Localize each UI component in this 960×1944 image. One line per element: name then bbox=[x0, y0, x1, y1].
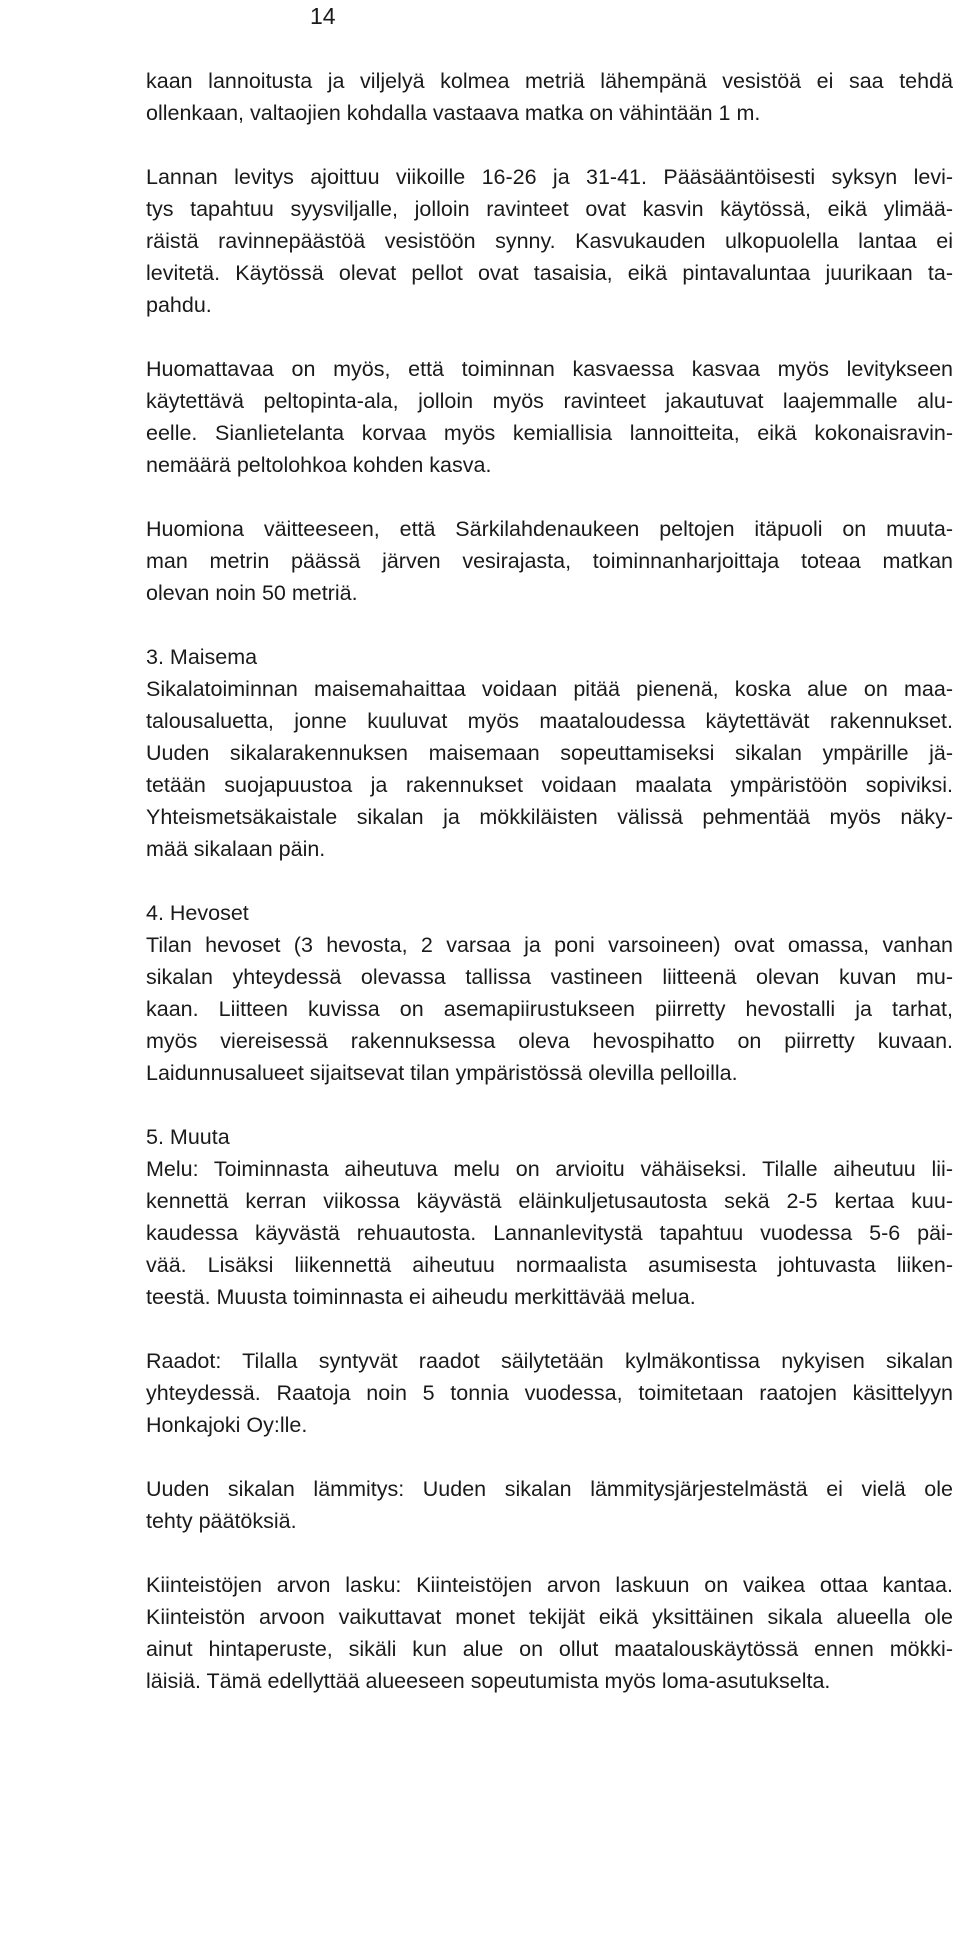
paragraph bbox=[146, 353, 953, 481]
text-line: Lannan levitys ajoittuu viikoille 16-26 ja 31-41. Pääsääntöisesti syksyn levi- bbox=[146, 165, 953, 189]
text-line: Raadot: Tilalla syntyvät raadot säilytetään kylmäkontissa nykyisen sikalan bbox=[146, 1349, 953, 1373]
text-line: Sikalatoiminnan maisemahaittaa voidaan pitää pienenä, koska alue on maa- bbox=[146, 677, 953, 701]
text-line: Uuden sikalarakennuksen maisemaan sopeuttamiseksi sikalan ympärille jä- bbox=[146, 741, 953, 765]
section-heading: 5. Muuta bbox=[146, 1125, 230, 1149]
text-line: tys tapahtuu syysviljalle, jolloin ravinteet ovat kasvin käytössä, eikä ylimää- bbox=[146, 197, 953, 221]
section-paragraph bbox=[146, 1569, 953, 1697]
section-paragraph bbox=[146, 1473, 953, 1537]
text-line: Huomiona väitteeseen, että Särkilahdenaukeen peltojen itäpuoli on muuta- bbox=[146, 517, 953, 541]
text-line: tetään suojapuustoa ja rakennukset voidaan maalata ympäristöön sopiviksi. bbox=[146, 773, 953, 797]
text-line: räistä ravinnepäästöä vesistöön synny. Kasvukauden ulkopuolella lantaa ei bbox=[146, 229, 953, 253]
text-line: vää. Lisäksi liikennettä aiheutuu normaalista asumisesta johtuvasta liiken- bbox=[146, 1253, 953, 1277]
section-paragraph bbox=[146, 673, 953, 865]
text-line: kennettä kerran viikossa käyvästä eläinkuljetusautosta sekä 2-5 kertaa kuu- bbox=[146, 1189, 953, 1213]
text-line: pahdu. bbox=[146, 293, 212, 317]
text-line: käytettävä peltopinta-ala, jolloin myös ravinteet jakautuvat laajemmalle alu- bbox=[146, 389, 953, 413]
text-line: teestä. Muusta toiminnasta ei aiheudu merkittävää melua. bbox=[146, 1285, 696, 1309]
section-paragraph bbox=[146, 1345, 953, 1441]
text-line: myös viereisessä rakennuksessa oleva hevospihatto on piirretty kuvaan. bbox=[146, 1029, 953, 1053]
text-line: ainut hintaperuste, sikäli kun alue on ollut maatalouskäytössä ennen mökki- bbox=[146, 1637, 953, 1661]
section-paragraph bbox=[146, 1153, 953, 1313]
text-line: Huomattavaa on myös, että toiminnan kasvaessa kasvaa myös levitykseen bbox=[146, 357, 953, 381]
text-line: Kiinteistön arvoon vaikuttavat monet tekijät eikä yksittäinen sikala alueella ole bbox=[146, 1605, 953, 1629]
text-line: nemäärä peltolohkoa kohden kasva. bbox=[146, 453, 492, 477]
paragraph bbox=[146, 65, 953, 129]
text-line: Laidunnusalueet sijaitsevat tilan ympäristössä olevilla pelloilla. bbox=[146, 1061, 738, 1085]
text-line: Yhteismetsäkaistale sikalan ja mökkiläisten välissä pehmentää myös näky- bbox=[146, 805, 953, 829]
paragraph bbox=[146, 513, 953, 609]
section-heading: 4. Hevoset bbox=[146, 901, 249, 925]
page-number: 14 bbox=[310, 3, 336, 29]
document-body bbox=[146, 65, 953, 1729]
text-line: mää sikalaan päin. bbox=[146, 837, 326, 861]
section-paragraph bbox=[146, 929, 953, 1089]
text-line: Tilan hevoset (3 hevosta, 2 varsaa ja poni varsoineen) ovat omassa, vanhan bbox=[146, 933, 953, 957]
text-line: sikalan yhteydessä olevassa tallissa vastineen liitteenä olevan kuvan mu- bbox=[146, 965, 953, 989]
text-line: tehty päätöksiä. bbox=[146, 1509, 297, 1533]
text-line: olevan noin 50 metriä. bbox=[146, 581, 358, 605]
text-line: Kiinteistöjen arvon lasku: Kiinteistöjen arvon laskuun on vaikea ottaa kantaa. bbox=[146, 1573, 953, 1597]
text-line: Uuden sikalan lämmitys: Uuden sikalan lämmitysjärjestelmästä ei vielä ole bbox=[146, 1477, 953, 1501]
text-line: levitetä. Käytössä olevat pellot ovat tasaisia, eikä pintavaluntaa juurikaan ta- bbox=[146, 261, 953, 285]
text-line: kaan. Liitteen kuvissa on asemapiirustukseen piirretty hevostalli ja tarhat, bbox=[146, 997, 953, 1021]
text-line: kaudessa käyvästä rehuautosta. Lannanlevitystä tapahtuu vuodessa 5-6 päi- bbox=[146, 1221, 953, 1245]
section-heading: 3. Maisema bbox=[146, 645, 258, 669]
text-line: Honkajoki Oy:lle. bbox=[146, 1413, 308, 1437]
text-line: eelle. Sianlietelanta korvaa myös kemiallisia lannoitteita, eikä kokonaisravin- bbox=[146, 421, 953, 445]
text-line: talousaluetta, jonne kuuluvat myös maataloudessa käytettävät rakennukset. bbox=[146, 709, 953, 733]
text-line: yhteydessä. Raatoja noin 5 tonnia vuodessa, toimitetaan raatojen käsittelyyn bbox=[146, 1381, 953, 1405]
text-line: kaan lannoitusta ja viljelyä kolmea metriä lähempänä vesistöä ei saa tehdä bbox=[146, 69, 953, 93]
text-line: Melu: Toiminnasta aiheutuva melu on arvioitu vähäiseksi. Tilalle aiheutuu lii- bbox=[146, 1157, 953, 1181]
text-line: läisiä. Tämä edellyttää alueeseen sopeutumista myös loma-asutukselta. bbox=[146, 1669, 831, 1693]
text-line: ollenkaan, valtaojien kohdalla vastaava matka on vähintään 1 m. bbox=[146, 101, 761, 125]
text-line: man metrin päässä järven vesirajasta, toiminnanharjoittaja toteaa matkan bbox=[146, 549, 953, 573]
paragraph bbox=[146, 161, 953, 321]
